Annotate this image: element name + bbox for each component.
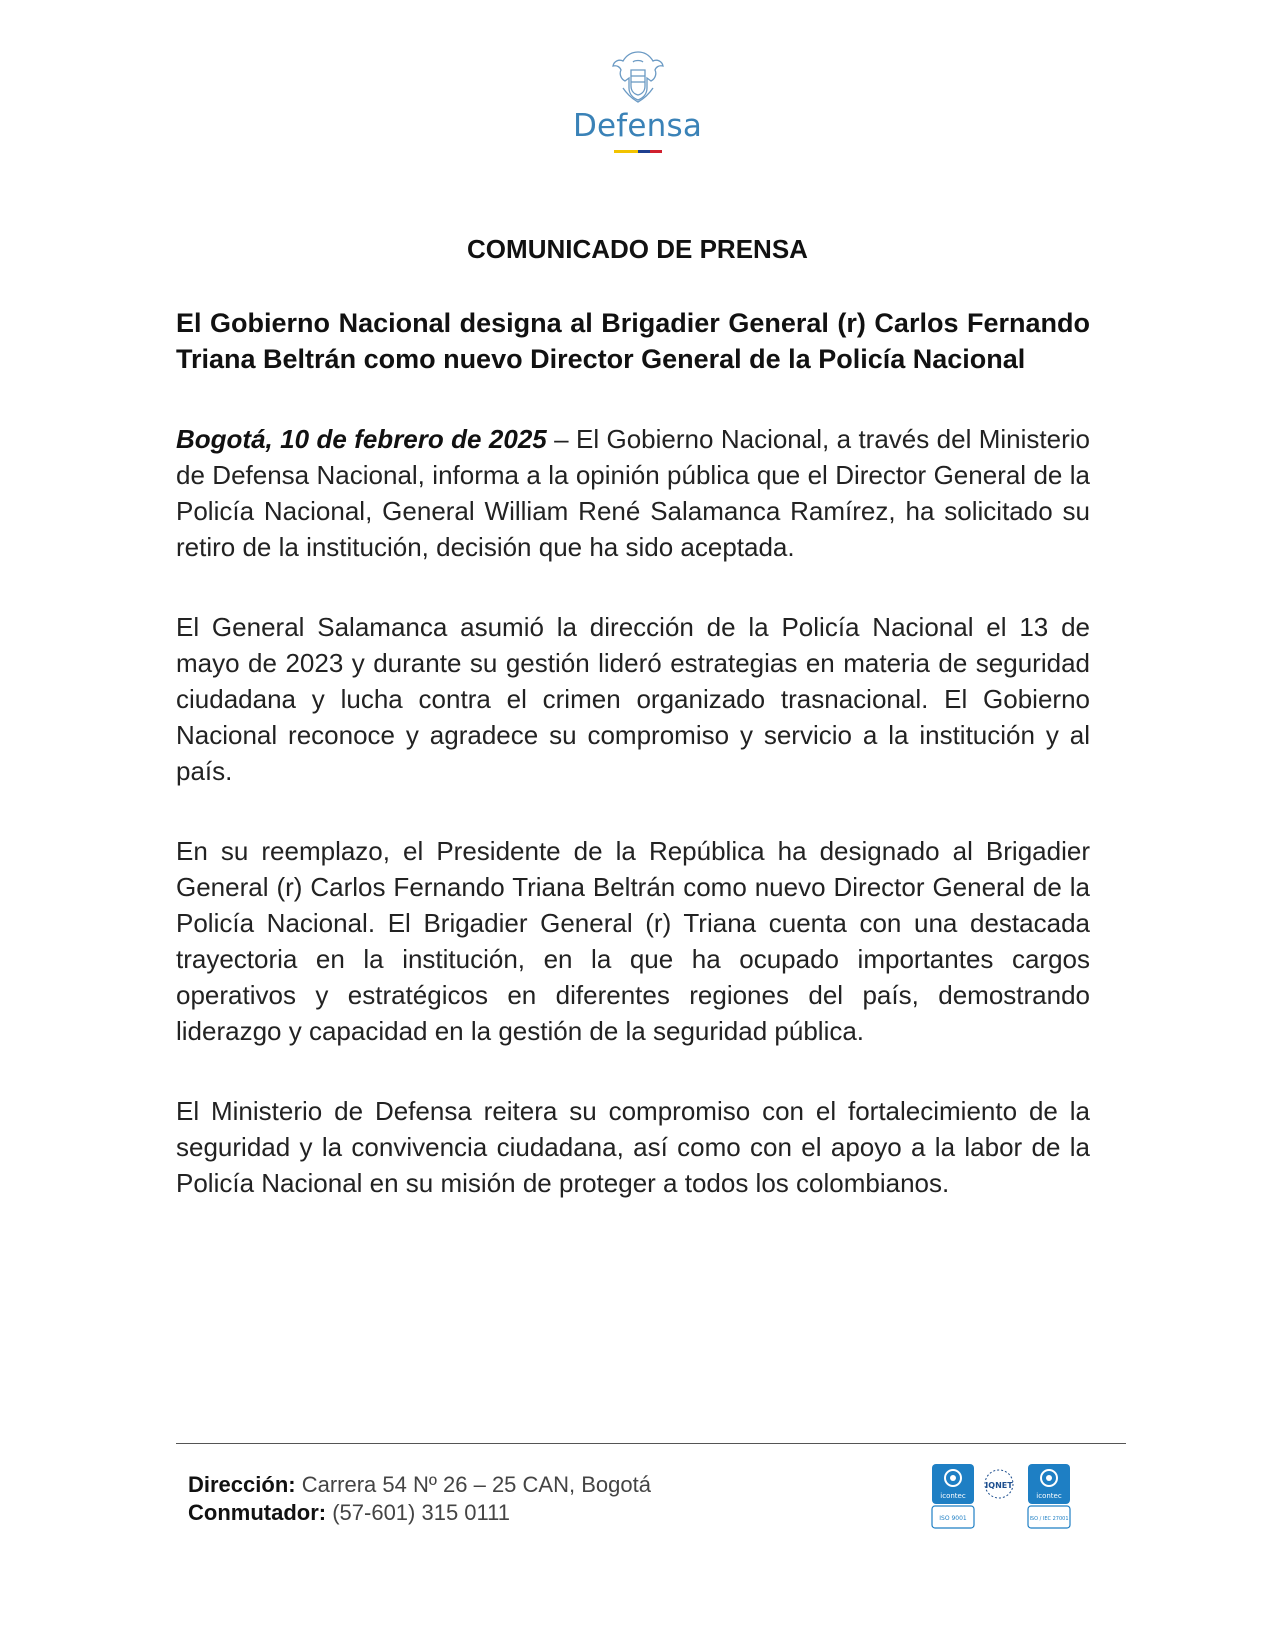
flag-stripe — [0, 150, 1275, 153]
document-heading: COMUNICADO DE PRENSA — [467, 234, 808, 264]
address-value: Carrera 54 Nº 26 – 25 CAN, Bogotá — [295, 1472, 651, 1497]
paragraph-1 — [176, 421, 1090, 565]
phone-label: Conmutador: — [188, 1500, 327, 1525]
paragraph-2: El General Salamanca asumió la dirección de la Policía Nacional el 13 de mayo de 2023 y durante su gestión lideró estrategias en materia de seguridad ciudadana y lucha contra el crimen organizado trasnacional. El Gobierno Nacional reconoce y agradece su compromiso y servicio a la institución y al país. — [176, 612, 1090, 786]
contact-info — [188, 1471, 651, 1527]
coat-of-arms-icon — [609, 48, 667, 104]
dateline: Bogotá, 10 de febrero de 2025 — [176, 424, 547, 454]
svg-text:icontec: icontec — [1036, 1492, 1062, 1500]
paragraph-4: El Ministerio de Defensa reitera su compromiso con el fortalecimiento de la seguridad y la convivencia ciudadana, así como con el apoyo a la labor de la Policía Nacional en su misión de proteger a todos los colombianos. — [176, 1096, 1090, 1198]
svg-text:ISO 9001: ISO 9001 — [939, 1515, 967, 1522]
address-label: Dirección: — [188, 1472, 296, 1497]
paragraph-3: En su reemplazo, el Presidente de la República ha designado al Brigadier General (r) Carlos Fernando Triana Beltrán como nuevo Director General de la Policía Nacional. El Brigadier General (r) Triana cuenta con una destacada trayectoria en la institución, en la que ha ocupado importantes cargos operativos y estratégicos en diferentes regiones del país, demostrando liderazgo y capacidad en la gestión de la seguridad pública. — [176, 836, 1090, 1046]
certification-logos — [930, 1462, 1090, 1534]
icontec-iso9001-seal — [932, 1464, 974, 1528]
paragraph-1-text: – El Gobierno Nacional, a través del Ministerio de Defensa Nacional, informa a la opinión pública que el Director General de la Policía Nacional, General William René Salamanca Ramírez, ha solicitado su retiro de la institución, decisión que ha sido aceptada. — [176, 424, 1090, 562]
footer-divider — [176, 1443, 1126, 1444]
headline: El Gobierno Nacional designa al Brigadier General (r) Carlos Fernando Triana Beltrán como nuevo Director General de la Policía Nacional — [176, 308, 1090, 374]
svg-text:IQNET: IQNET — [985, 1481, 1013, 1490]
svg-text:ISO / IEC 27001: ISO / IEC 27001 — [1029, 1516, 1069, 1522]
svg-text:icontec: icontec — [940, 1492, 966, 1500]
defensa-logo — [0, 48, 1275, 153]
icontec-iso27001-seal — [1028, 1464, 1070, 1528]
phone-value: (57-601) 315 0111 — [326, 1500, 510, 1525]
iqnet-seal — [985, 1470, 1013, 1498]
address-line — [188, 1471, 651, 1499]
phone-line — [188, 1499, 651, 1527]
logo-wordmark: Defensa — [572, 108, 703, 144]
document-body — [176, 305, 1090, 1201]
